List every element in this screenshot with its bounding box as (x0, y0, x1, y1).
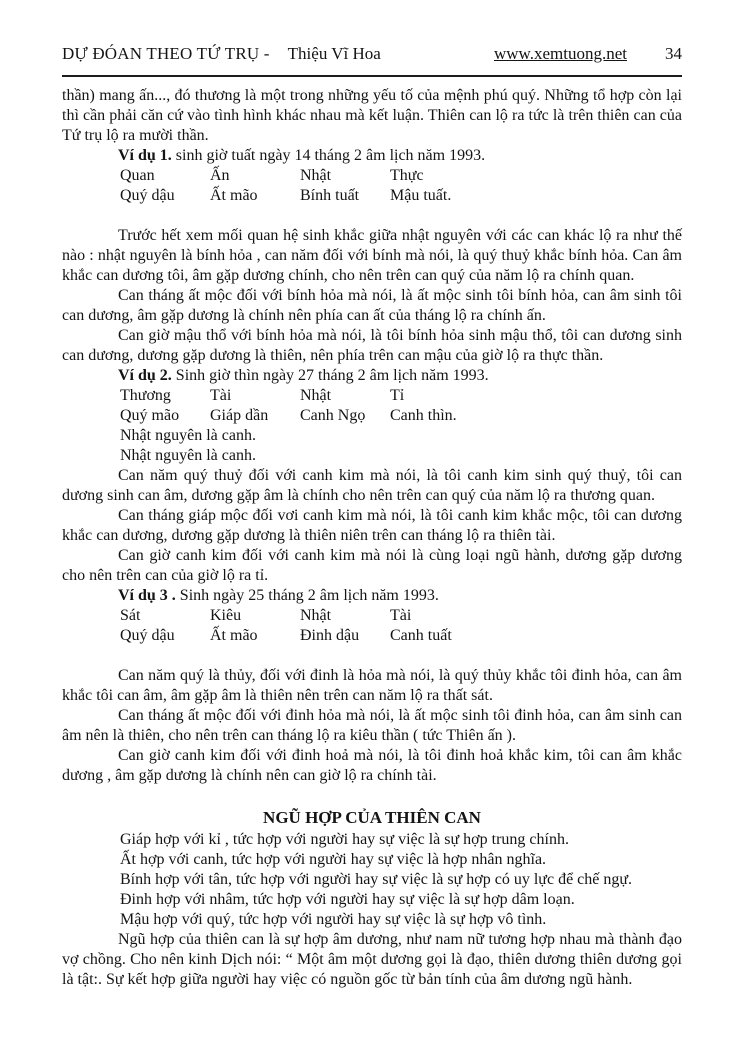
pillar-row (62, 606, 682, 626)
example-label: Ví dụ 2. (118, 367, 172, 384)
pillar-cell: Đinh dậu (300, 627, 360, 644)
paragraph: Can năm quý là thủy, đối với đinh là hỏa mà nói, là quý thủy khắc tôi đinh hỏa, can âm khắc tôi can âm, âm gặp âm là thiên nên trên can năm lộ ra thất sát. (62, 667, 682, 704)
example-line (62, 586, 682, 606)
list-line: Mậu hợp với quý, tức hợp với người hay sự việc là sự hợp vô tình. (120, 911, 547, 928)
pillar-cell: Sát (120, 607, 141, 624)
pillar-cell: Ất mão (210, 187, 258, 204)
list-line: Bính hợp với tân, tức hợp với người hay sự việc là sự hợp có uy lực để chế ngự. (120, 871, 633, 888)
spacer (62, 646, 682, 666)
list-line: Nhật nguyên là canh. (120, 427, 256, 444)
pillar-cell: Ấn (210, 167, 230, 184)
example-label: Ví dụ 3 . (118, 587, 176, 604)
paragraph: Can giờ mậu thổ với bính hỏa mà nói, là tôi bính hỏa sinh mậu thổ, tôi can dương sinh can dương, dương gặp dương là thiên, nên phía trên can mậu của giờ lộ ra thực thần. (62, 327, 682, 364)
pillar-cell: Canh thìn. (390, 407, 457, 424)
pillar-cell: Nhật (300, 607, 332, 624)
page-body (62, 86, 682, 990)
header-divider (62, 75, 682, 77)
page-number: 34 (665, 44, 682, 63)
pillar-cell: Bính tuất (300, 187, 360, 204)
list-line: Giáp hợp với kỉ , tức hợp với người hay sự việc là sự hợp trung chính. (120, 831, 569, 848)
pillar-cell: Thực (390, 167, 424, 184)
example-text: sinh giờ tuất ngày 14 tháng 2 âm lịch năm 1993. (171, 147, 486, 164)
spacer (62, 206, 682, 226)
pillar-cell: Canh Ngọ (300, 407, 366, 424)
list-line: Ất hợp với canh, tức hợp với người hay sự việc là hợp nhân nghĩa. (120, 851, 547, 868)
pillar-row (62, 186, 682, 206)
pillar-cell: Canh tuất (390, 627, 452, 644)
website-url: www.xemtuong.net (494, 44, 627, 63)
paragraph: Trước hết xem mối quan hệ sinh khắc giữa nhật nguyên với các can khác lộ ra như thế nào : nhật nguyên là bính hỏa , can năm đối với bính mà nói, là quý thuỷ khắc bính hỏa. Can âm khắc can dương tôi, âm gặp dương chính, cho nên trên can quý của năm lộ ra chính quan. (62, 227, 682, 284)
paragraph: thần) mang ấn..., đó thương là một trong những yếu tố của mệnh phú quý. Những tổ hợp còn lại thì cần phải căn cứ vào tình hình khác nhau mà kết luận. Thiên can lộ ra tức là trên thiên can của Tứ trụ lộ ra mười thần. (62, 87, 682, 144)
page-header (62, 44, 682, 64)
paragraph: Ngũ hợp của thiên can là sự hợp âm dương, như nam nữ tương hợp nhau mà thành đạo vợ chồng. Cho nên kinh Dịch nói: “ Một âm một dương gọi là đạo, thiên dương thiên dương gọi là tật:. Sự kết hợp giữa người hay việc có nguồn gốc từ bản tính của âm dương ngũ hành. (62, 931, 682, 988)
section-heading: NGŨ HỢP CỦA THIÊN CAN (263, 808, 481, 827)
pillar-row (62, 626, 682, 646)
paragraph: Can giờ canh kim đối với đinh hoả mà nói, là tôi đinh hoả khắc kim, tôi can âm khắc dương , âm gặp dương là chính nên can giờ lộ ra chính tài. (62, 747, 682, 784)
pillar-cell: Giáp dần (210, 407, 269, 424)
pillar-cell: Nhật (300, 387, 332, 404)
pillar-cell: Mậu tuất. (390, 187, 452, 204)
paragraph: Can giờ canh kim đối với canh kim mà nói là cùng loại ngũ hành, dương gặp dương cho nên trên can của giờ lộ ra tỉ. (62, 547, 682, 584)
pillar-cell: Quý dậu (120, 187, 175, 204)
pillar-cell: Thương (120, 387, 171, 404)
pillar-row (62, 386, 682, 406)
paragraph: Can năm quý thuỷ đối với canh kim mà nói, là tôi canh kim sinh quý thuỷ, tôi can dương sinh can âm, dương gặp âm là chính cho nên trên can quý của năm lộ ra thương quan. (62, 467, 682, 504)
pillar-cell: Quý mão (120, 407, 180, 424)
example-text: Sinh giờ thìn ngày 27 tháng 2 âm lịch năm 1993. (171, 367, 489, 384)
pillar-cell: Quý dậu (120, 627, 175, 644)
list-line: Đinh hợp với nhâm, tức hợp với người hay sự việc là sự hợp dâm loạn. (120, 891, 575, 908)
list-line: Nhật nguyên là canh. (120, 447, 256, 464)
pillar-cell: Tài (390, 607, 412, 624)
example-text: Sinh ngày 25 tháng 2 âm lịch năm 1993. (175, 587, 439, 604)
example-line (62, 146, 682, 166)
paragraph: Can tháng ất mộc đối với đinh hỏa mà nói, là ất mộc sinh tôi đinh hỏa, can âm sinh can âm nên là thiên, cho nên trên can tháng lộ ra kiêu thần ( tức Thiên ấn ). (62, 707, 682, 744)
example-label: Ví dụ 1. (118, 147, 172, 164)
example-line (62, 366, 682, 386)
pillar-cell: Quan (120, 167, 155, 184)
author-name: Thiệu Vĩ Hoa (287, 44, 381, 63)
pillar-cell: Ất mão (210, 627, 258, 644)
paragraph: Can tháng giáp mộc đối vơi canh kim mà nói, là tôi canh kim khắc mộc, tôi can dương khắc can dương, dương gặp dương là thiên niên trên can tháng lộ ra thiên tài. (62, 507, 682, 544)
pillar-cell: Tài (210, 387, 232, 404)
paragraph: Can tháng ất mộc đối với bính hỏa mà nói, là ất mộc sinh tôi bính hỏa, can âm sinh tôi can dương, âm gặp dương là chính nên phía can ất của tháng lộ ra chính ấn. (62, 287, 682, 324)
pillar-cell: Nhật (300, 167, 332, 184)
pillar-cell: Tỉ (390, 387, 405, 404)
pillar-row (62, 166, 682, 186)
pillar-cell: Kiêu (210, 607, 242, 624)
book-title: DỰ ĐÓAN THEO TỨ TRỤ - (62, 44, 270, 63)
spacer (62, 786, 682, 806)
pillar-row (62, 406, 682, 426)
